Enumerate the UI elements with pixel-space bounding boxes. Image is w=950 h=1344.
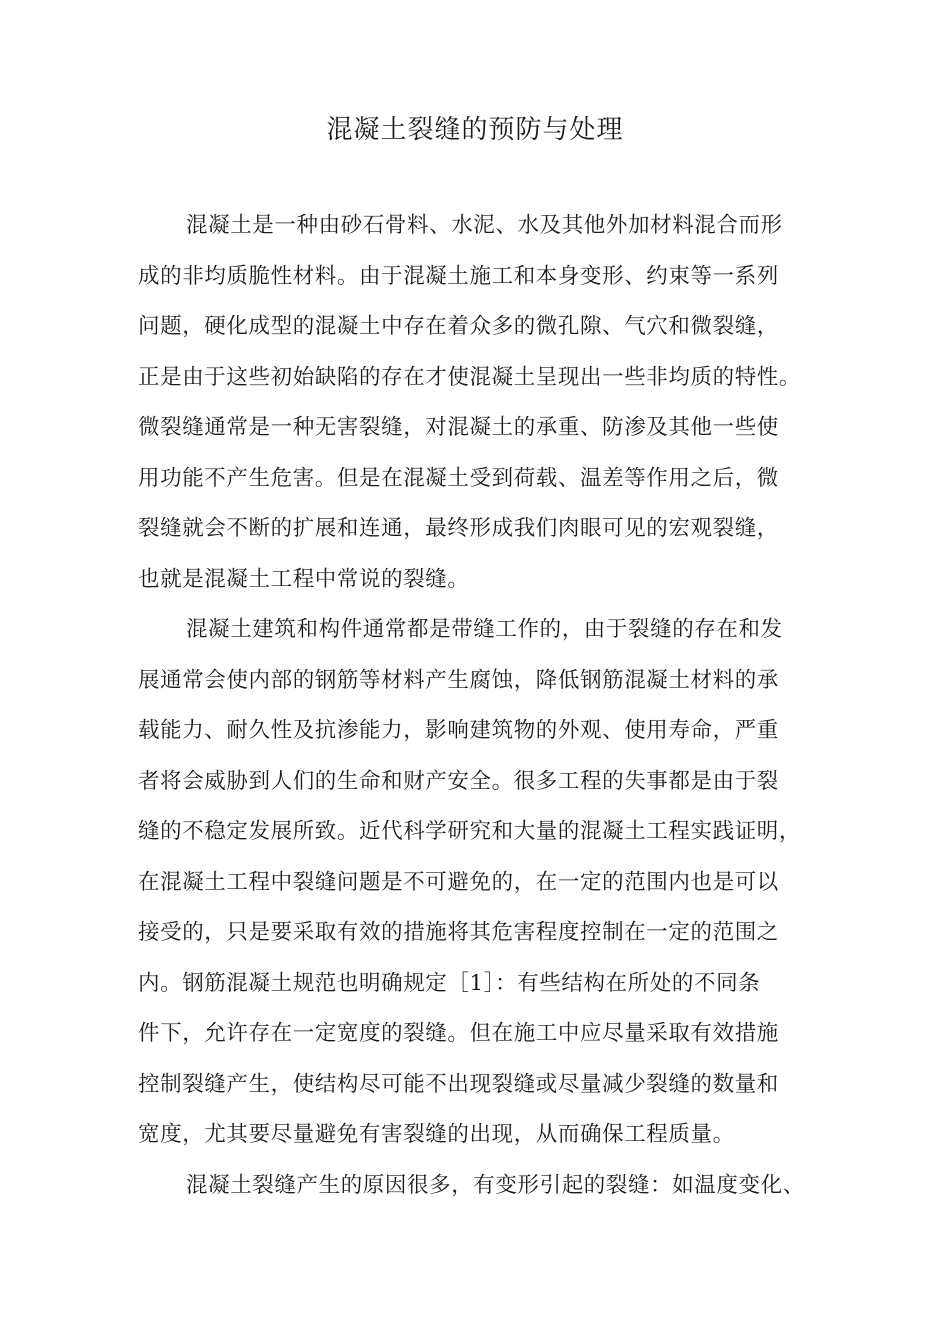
paragraph-line: 问题，硬化成型的混凝土中存在着众多的微孔隙、气穴和微裂缝， (138, 314, 779, 339)
paragraph-line: 混凝土是一种由砂石骨料、水泥、水及其他外加材料混合而形 (186, 213, 783, 238)
paragraph-line: 混凝土建筑和构件通常都是带缝工作的，由于裂缝的存在和发 (186, 617, 783, 642)
paragraph-line: 在混凝土工程中裂缝问题是不可避免的，在一定的范围内也是可以 (138, 869, 779, 895)
paragraph-line: 宽度，尤其要尽量避免有害裂缝的出现，从而确保工程质量。 (138, 1122, 735, 1147)
document-body (138, 208, 823, 1218)
paragraph-line: 成的非均质脆性材料。由于混凝土施工和本身变形、约束等一系列 (138, 263, 779, 289)
paragraph-line: 载能力、耐久性及抗渗能力，影响建筑物的外观、使用寿命，严重 (138, 718, 779, 743)
paragraph-line: 正是由于这些初始缺陷的存在才使混凝土呈现出一些非均质的特性。 (138, 364, 802, 390)
paragraph-line: 用功能不产生危害。但是在混凝土受到荷载、温差等作用之后，微 (138, 465, 779, 491)
paragraph-line: 裂缝就会不断的扩展和连通，最终形成我们肉眼可见的宏观裂缝， (138, 516, 779, 541)
paragraph-line: 者将会威胁到人们的生命和财产安全。很多工程的失事都是由于裂 (138, 768, 779, 794)
paragraph-2 (138, 612, 823, 1168)
paragraph-line: 接受的，只是要采取有效的措施将其危害程度控制在一定的范围之 (138, 920, 779, 945)
paragraph-line: 也就是混凝土工程中常说的裂缝。 (138, 566, 470, 592)
document-title: 混凝土裂缝的预防与处理 (326, 115, 624, 145)
paragraph-line: 混凝土裂缝产生的原因很多，有变形引起的裂缝：如温度变化、 (186, 1172, 805, 1198)
paragraph-line: 微裂缝通常是一种无害裂缝，对混凝土的承重、防渗及其他一些使 (138, 415, 779, 440)
paragraph-line: 缝的不稳定发展所致。近代科学研究和大量的混凝土工程实践证明， (138, 819, 802, 844)
paragraph-line: 控制裂缝产生，使结构尽可能不出现裂缝或尽量减少裂缝的数量和 (138, 1071, 779, 1097)
paragraph-line: 展通常会使内部的钢筋等材料产生腐蚀，降低钢筋混凝土材料的承 (138, 667, 779, 693)
paragraph-3 (138, 1168, 823, 1219)
paragraph-line: 内。钢筋混凝土规范也明确规定［1］：有些结构在所处的不同条 (138, 970, 761, 996)
paragraph-1 (138, 208, 823, 612)
paragraph-line: 件下，允许存在一定宽度的裂缝。但在施工中应尽量采取有效措施 (138, 1021, 779, 1046)
